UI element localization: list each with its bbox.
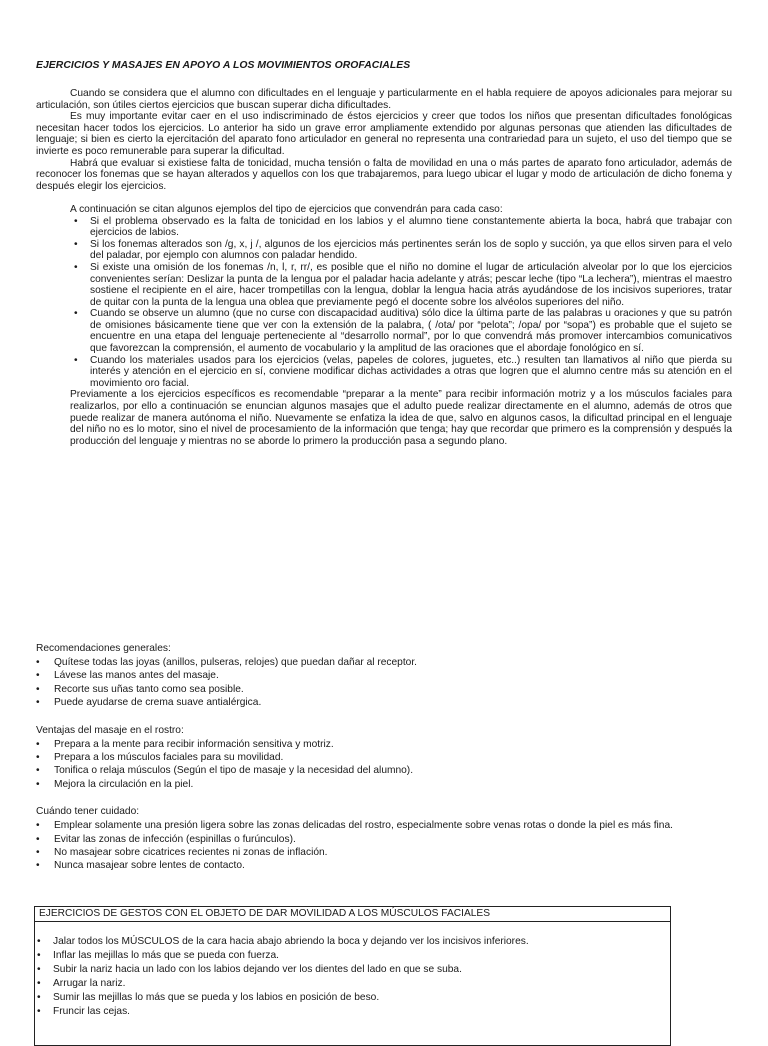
item-text: Mejora la circulación en la piel. xyxy=(54,778,194,790)
item-text: Lávese las manos antes del masaje. xyxy=(54,670,219,682)
bullet-icon: • xyxy=(36,670,40,682)
item-text: Subir la nariz hacia un lado con los labios dejando ver los dientes del lado en que se suba. xyxy=(53,964,462,976)
bullet-icon: • xyxy=(74,354,78,366)
recomendaciones-list xyxy=(36,656,732,710)
list-item xyxy=(37,963,529,977)
ventajas-block xyxy=(36,724,732,792)
item-text: Tonifica o relaja músculos (Según el tipo de masaje y la necesidad del alumno). xyxy=(54,765,414,777)
item-text: No masajear sobre cicatrices recientes ni zonas de inflación. xyxy=(54,847,328,859)
bullet-icon: • xyxy=(37,950,41,962)
example-text: Si el problema observado es la falta de tonicidad en los labios y el alumno tiene constantemente abierta la boca, habrá que trabajar con ejercicios de labios. xyxy=(90,215,732,239)
list-item xyxy=(37,949,529,963)
list-item xyxy=(36,778,732,791)
list-item xyxy=(36,819,732,832)
bullet-icon: • xyxy=(36,860,40,872)
closing-paragraph: Previamente a los ejercicios específicos es recomendable “preparar a la mente” para recibir información motriz y a los músculos faciales para realizarlos, por ello a continuación se enuncian algunos masajes que el adulto puede realizar directamente en el alumno, además de otros que puede realizar de manera autónoma el niño. Nuevamente se enfatiza la idea de que, salvo en algunos casos, la dificultad principal en el lenguaje del niño no es lo motor, sino el nivel de procesamiento de la información que tenga; hay que recordar que primero es la comprensión y después la producción del lenguaje y mientras no se aborde lo primero la producción pasa a segundo plano. xyxy=(70,389,732,447)
examples-list xyxy=(36,216,732,390)
bullet-icon: • xyxy=(74,308,78,320)
gestos-list xyxy=(37,935,529,1020)
cuidado-heading: Cuándo tener cuidado: xyxy=(36,806,140,818)
list-item xyxy=(36,669,732,682)
item-text: Quítese todas las joyas (anillos, pulseras, relojes) que puedan dañar al receptor. xyxy=(54,657,417,668)
list-item xyxy=(36,683,732,696)
list-item xyxy=(36,262,732,308)
list-item xyxy=(37,977,529,991)
list-item xyxy=(36,308,732,354)
list-item xyxy=(36,846,732,859)
bullet-icon: • xyxy=(36,738,40,750)
example-text: Si existe una omisión de los fonemas /n, l, r, rr/, es posible que el niño no domine el lugar de articulación alveolar por lo que los ejercicios convenientes serían: Deslizar la punta de la lengua por el paladar hacia adelante y atrás; pescar leche (tipo “La lechera”), mientras el maestro sostiene el recipiente en el aire, hacer trompetillas con la lengua, doblar la lengua hacia atrás ayudándose de los incisivos superiores, tratar de quitar con la punta de la lengua una oblea que previamente pegó el docente sobre los alvéolos superiores del niño. xyxy=(90,261,732,308)
intro-section xyxy=(36,88,732,447)
cuidado-list xyxy=(36,819,732,873)
example-text: Cuando los materiales usados para los ejercicios (velas, papeles de colores, juguetes, etc..) resulten tan llamativos al niño que pierda su interés y atención en el ejercicio en sí, conviene modificar dichas actividades a otras que logren que el alumno centre más su atención en el movimiento oro facial. xyxy=(90,354,732,389)
bullet-icon: • xyxy=(74,261,78,273)
bullet-icon: • xyxy=(36,697,40,709)
item-text: Fruncir las cejas. xyxy=(53,1006,130,1018)
list-item xyxy=(37,935,529,949)
intro-paragraph: Es muy importante evitar caer en el uso indiscriminado de éstos ejercicios y creer que todos los niños que presentan dificultades fonológicas necesitan hacer todos los ejercicios. Lo anterior ha sido un grave error ampliamente extendido por algunas personas que atienden las dificultades de lenguaje; si bien es cierto la ejercitación del aparato fono articulador en general no representa una contrariedad para un sujeto, el uso del tiempo que se invierte es poco remunerable para superar la dificultad. xyxy=(36,111,732,157)
item-text: Jalar todos los MÚSCULOS de la cara hacia abajo abriendo la boca y dejando ver los incisivos inferiores. xyxy=(53,936,529,947)
ventajas-list xyxy=(36,738,732,792)
item-text: Nunca masajear sobre lentes de contacto. xyxy=(54,860,245,872)
bullet-icon: • xyxy=(74,215,78,227)
bullet-icon: • xyxy=(36,657,40,668)
bullet-icon: • xyxy=(36,683,40,695)
item-text: Prepara a la mente para recibir información sensitiva y motriz. xyxy=(54,738,334,750)
example-text: Cuando se observe un alumno (que no curse con discapacidad auditiva) sólo dice la última parte de las palabras u oraciones y que su patrón de omisiones básicamente tiene que ver con la extensión de la palabra, ( /ota/ por “pelota”; /opa/ por “sopa”) es probable que el sujeto se encuentre en una etapa del lenguaje perteneciente al “desarrollo normal”, por lo que convendrá más promover intercambios comunicativos que favorezcan la comprensión, el aumento de vocabulario y la amplitud de las oraciones que el abordaje fonológico en sí. xyxy=(90,308,732,355)
list-item xyxy=(36,355,732,390)
list-item xyxy=(36,833,732,846)
list-item xyxy=(36,656,732,669)
bullet-icon: • xyxy=(37,992,41,1004)
list-item xyxy=(37,991,529,1005)
masaje-section xyxy=(36,642,732,887)
list-item xyxy=(36,859,732,872)
intro-paragraph: Cuando se considera que el alumno con dificultades en el lenguaje y particularmente en el habla requiere de apoyos adicionales para mejorar su articulación, son útiles ciertos ejercicios que buscan superar dicha dificultades. xyxy=(36,88,732,111)
gestos-table xyxy=(34,906,671,1046)
item-text: Prepara a los músculos faciales para su movilidad. xyxy=(54,752,284,764)
gestos-heading: EJERCICIOS DE GESTOS CON EL OBJETO DE DAR MOVILIDAD A LOS MÚSCULOS FACIALES xyxy=(35,907,670,922)
list-item xyxy=(36,216,732,239)
list-item xyxy=(36,239,732,262)
bullet-icon: • xyxy=(36,833,40,845)
bullet-icon: • xyxy=(36,847,40,859)
bullet-icon: • xyxy=(36,752,40,764)
bullet-icon: • xyxy=(37,978,41,990)
item-text: Arrugar la nariz. xyxy=(53,978,126,990)
item-text: Recorte sus uñas tanto como sea posible. xyxy=(54,683,244,695)
bullet-icon: • xyxy=(37,936,41,947)
bullet-icon: • xyxy=(36,765,40,777)
recomendaciones-heading: Recomendaciones generales: xyxy=(36,643,171,654)
item-text: Inflar las mejillas lo más que se pueda con fuerza. xyxy=(53,950,279,962)
list-item xyxy=(36,751,732,764)
bullet-icon: • xyxy=(37,1006,41,1018)
bullet-icon: • xyxy=(74,238,78,250)
example-text: Si los fonemas alterados son /g, x, j /, algunos de los ejercicios más pertinentes serán los de soplo y succión, ya que ellos sirven para el velo del paladar, por ejemplo con alumnos con paladar hendido. xyxy=(90,238,732,262)
bullet-icon: • xyxy=(36,778,40,790)
item-text: Puede ayudarse de crema suave antialérgica. xyxy=(54,697,262,709)
bullet-icon: • xyxy=(36,820,40,832)
ventajas-heading: Ventajas del masaje en el rostro: xyxy=(36,724,184,736)
examples-intro: A continuación se citan algunos ejemplos del tipo de ejercicios que convendrán para cada caso: xyxy=(70,203,503,215)
list-item xyxy=(36,696,732,709)
list-item xyxy=(37,1005,529,1019)
item-text: Emplear solamente una presión ligera sobre las zonas delicadas del rostro, especialmente sobre venas rotas o donde la piel es más fina. xyxy=(54,820,673,832)
item-text: Evitar las zonas de infección (espinillas o furúnculos). xyxy=(54,833,296,845)
item-text: Sumir las mejillas lo más que se pueda y los labios en posición de beso. xyxy=(53,992,380,1004)
list-item xyxy=(36,764,732,777)
document-title: EJERCICIOS Y MASAJES EN APOYO A LOS MOVIMIENTOS OROFACIALES xyxy=(36,60,411,71)
intro-paragraph: Habrá que evaluar si existiese falta de tonicidad, mucha tensión o falta de movilidad en una o más partes de aparato fono articulador, además de reconocer los fonemas que se hayan alterados y aquellos con los que trabajaremos, para luego ubicar el lugar y modo de articulación de dicho fonema y después elegir los ejercicios. xyxy=(36,157,732,192)
recomendaciones-block xyxy=(36,642,732,710)
bullet-icon: • xyxy=(37,964,41,976)
cuidado-block xyxy=(36,805,732,873)
list-item xyxy=(36,738,732,751)
